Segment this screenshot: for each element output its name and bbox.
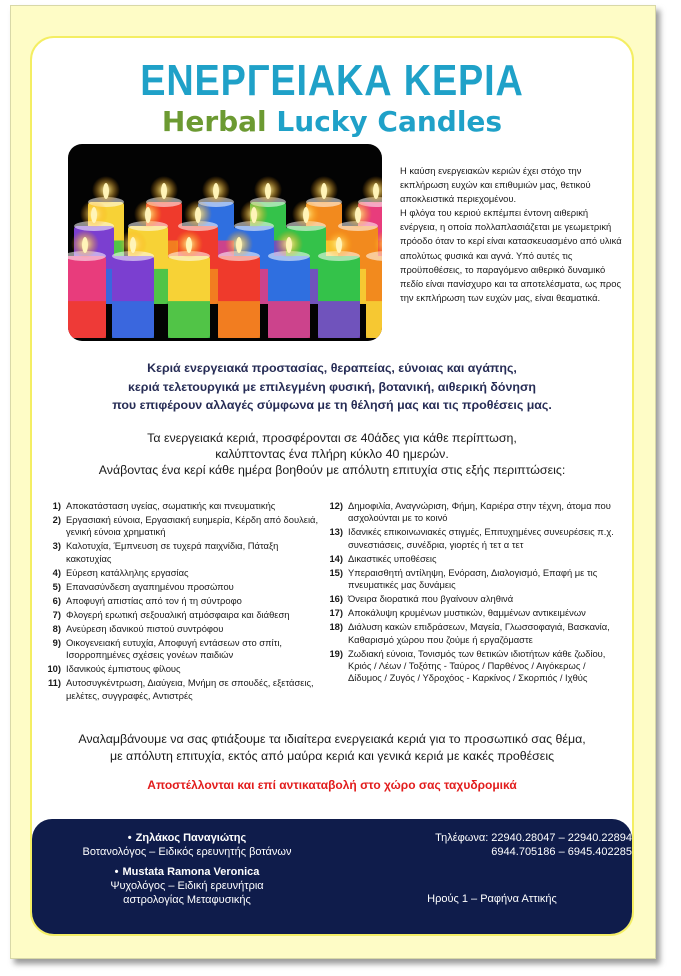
lead-statement bbox=[32, 359, 632, 415]
intro-paragraph-1: Η καύση ενεργειακών κεριών έχει στόχο την εκπλήρωση ευχών και επιθυμιών μας, θετικού αποκλειστικά περιεχομένου. bbox=[400, 165, 591, 205]
list-item-number: 16) bbox=[329, 593, 343, 605]
phone-line: 6944.705186 – 6945.402285 bbox=[491, 846, 632, 858]
person-role: Βοτανολόγος – Ειδικός ερευνητής βοτάνων bbox=[82, 846, 292, 858]
list-item-number: 15) bbox=[329, 566, 343, 578]
list-item bbox=[318, 500, 618, 525]
list-item-number: 3) bbox=[52, 540, 61, 552]
offer-line: Τα ενεργειακά κεριά, προσφέρονται σε 40άδες για κάθε περίπτωση, bbox=[147, 431, 517, 445]
list-item bbox=[36, 595, 326, 607]
offer-text bbox=[32, 430, 632, 478]
cash-on-delivery-note: Αποστέλλονται και επί αντικαταβολή στο χώρο σας ταχυδρομικά bbox=[147, 778, 517, 792]
list-item-text: Αποκατάσταση υγείας, σωματικής και πνευματικής bbox=[66, 500, 276, 511]
address: Ηρούς 1 – Ραφήνα Αττικής bbox=[427, 893, 557, 905]
list-item-text: Καλοτυχία, Έμπνευση σε τυχερά παιχνίδια, Πάταξη κακοτυχίας bbox=[66, 540, 279, 564]
person-name: Ζηλάκος Παναγιώτης bbox=[135, 832, 247, 844]
list-item-text: Διάλυση κακών επιδράσεων, Μαγεία, Γλωσσοφαγιά, Βασκανία, Καθαρισμό χώρου που ζούμε ή εργαζόμαστε bbox=[348, 621, 610, 645]
list-item bbox=[36, 514, 326, 539]
list-item bbox=[318, 553, 618, 565]
cases-list-right bbox=[318, 500, 618, 686]
list-item bbox=[318, 567, 618, 592]
candles-photo bbox=[68, 144, 382, 341]
list-item-text: Υπεραισθητή αντίληψη, Ενόραση, Διαλογισμό, Επαφή με τις πνευματικές μας δυνάμεις bbox=[348, 566, 598, 591]
list-item-text: Ζωδιακή εύνοια, Τονισμός των θετικών ιδιοτήτων κάθε ζωδίου, Κριός / Λέων / Τοξότης - Ταύρος / Παρθένος / Αιγόκερως / Δίδυμος / Ζυγός / Υδροχόος - Καρκίνος / Σκορπιός / Ιχθύς bbox=[348, 647, 606, 684]
lead-line: που επιφέρουν αλλαγές σύμφωνα με τη θέλησή μας και τις προθέσεις μας. bbox=[112, 398, 552, 412]
list-item bbox=[36, 663, 326, 675]
list-item-text: Εύρεση κατάλληλης εργασίας bbox=[66, 566, 189, 578]
list-item bbox=[36, 500, 326, 512]
list-item-text: Δημοφιλία, Αναγνώριση, Φήμη, Καριέρα στην τέχνη, άτομα που ασχολούνται με το κοινό bbox=[348, 500, 611, 524]
list-item-number: 11) bbox=[47, 677, 61, 689]
contacts-people bbox=[62, 831, 312, 913]
cases-list-left bbox=[36, 500, 326, 704]
subtitle-herbal: Herbal bbox=[161, 105, 267, 138]
list-item bbox=[318, 621, 618, 646]
list-item bbox=[318, 526, 618, 551]
list-item bbox=[36, 567, 326, 579]
list-item bbox=[36, 581, 326, 593]
person-role: αστρολογίας Μεταφυσικής bbox=[123, 894, 251, 906]
list-item-number: 7) bbox=[52, 608, 61, 620]
flyer-page bbox=[10, 5, 656, 959]
subtitle-lucky-candles: Lucky Candles bbox=[276, 105, 503, 138]
list-item-number: 17) bbox=[329, 607, 343, 619]
list-item-number: 5) bbox=[52, 580, 61, 592]
list-item-number: 9) bbox=[52, 636, 61, 648]
intro-paragraph-2: Η φλόγα του κεριού εκπέμπει έντονη αιθερική ενέργεια, η οποία πολλαπλασιάζεται με γεωμετρική πρόοδο όταν το κερί είναι κατασκευασμένο από υλικά απολύτως φυσικά και αγνά. Υπό αυτές τις προϋποθέσεις, το παραγόμενο αιθερικό δυναμικό πεδίο είναι πανίσχυρο και τα αποτελέσματα, ως προς την εκπλήρωση των ευχών μας, είναι θεαματικά. bbox=[400, 207, 622, 303]
list-item-text: Αποφυγή απιστίας από τον ή τη σύντροφο bbox=[66, 594, 242, 606]
lead-line: Κεριά ενεργειακά προστασίας, θεραπείας, εύνοιας και αγάπης, bbox=[147, 361, 517, 375]
list-item bbox=[318, 648, 618, 685]
list-item bbox=[36, 609, 326, 621]
contact-person-1 bbox=[62, 831, 312, 859]
contact-person-2 bbox=[62, 865, 312, 907]
flyer-subtitle bbox=[32, 105, 632, 138]
bullet-icon: • bbox=[114, 866, 119, 878]
phone-numbers bbox=[372, 831, 632, 859]
custom-order-text bbox=[32, 731, 632, 765]
list-item-text: Φλογερή ερωτική σεξουαλική ατμόσφαιρα και διάθεση bbox=[66, 608, 290, 620]
list-item-text: Οικογενειακή ευτυχία, Αποφυγή εντάσεων στο σπίτι, Ισορροπημένες σχέσεις γονέων παιδιών bbox=[66, 636, 283, 661]
list-item-text: Αποκάλυψη κρυμένων μυστικών, θαμμένων αντικειμένων bbox=[348, 607, 586, 619]
list-item-text: Εργασιακή εύνοια, Εργασιακή ευημερία, Κέρδη από δουλειά, γενική εύνοια χρηματική bbox=[66, 514, 319, 538]
phone-line: Τηλέφωνα: 22940.28047 – 22940.22894 bbox=[435, 832, 632, 844]
list-item bbox=[318, 593, 618, 605]
list-item bbox=[318, 607, 618, 619]
person-name: Mustata Ramona Veronica bbox=[122, 866, 260, 878]
person-role: Ψυχολόγος – Ειδική ερευνήτρια bbox=[110, 880, 264, 892]
bullet-icon: • bbox=[127, 832, 132, 844]
content-panel bbox=[30, 36, 634, 936]
list-item-number: 10) bbox=[47, 663, 61, 675]
list-item-number: 6) bbox=[52, 594, 61, 606]
list-item-text: Ιδανικές επικοινωνιακές στιγμές, Επιτυχημένες συνευρέσεις π.χ. συνεστιάσεις, συνέδρια, γιορτές ή τετ α τετ bbox=[348, 526, 614, 550]
custom-line: Αναλαμβάνουμε να σας φτιάξουμε τα ιδιαίτερα ενεργειακά κεριά για το προσωπικό σας θέμα, bbox=[78, 732, 586, 746]
list-item-text: Όνειρα διορατικά που βγαίνουν αληθινά bbox=[348, 593, 514, 605]
lead-line: κεριά τελετουργικά με επιλεγμένη φυσική, βοτανική, αιθερική δόνηση bbox=[127, 379, 536, 394]
list-item-number: 2) bbox=[52, 514, 61, 525]
contact-footer bbox=[32, 819, 632, 936]
list-item-number: 14) bbox=[329, 552, 343, 564]
list-item-number: 13) bbox=[329, 526, 343, 538]
list-item bbox=[36, 623, 326, 635]
intro-text bbox=[400, 164, 626, 305]
list-item-number: 18) bbox=[329, 621, 343, 633]
list-item-text: Ανεύρεση ιδανικού πιστού συντρόφου bbox=[66, 622, 224, 634]
list-item-text: Δικαστικές υποθέσεις bbox=[348, 552, 437, 564]
list-item-number: 4) bbox=[52, 566, 61, 578]
list-item bbox=[36, 677, 326, 702]
flyer-title: ΕΝΕΡΓΕΙΑΚΑ ΚΕΡΙΑ bbox=[140, 56, 524, 105]
list-item bbox=[36, 637, 326, 662]
list-item-number: 1) bbox=[52, 500, 61, 511]
list-item-number: 12) bbox=[329, 500, 343, 511]
list-item-number: 19) bbox=[329, 647, 343, 659]
offer-line: Ανάβοντας ένα κερί κάθε ημέρα βοηθούν με απόλυτη επιτυχία στις εξής περιπτώσεις: bbox=[98, 463, 566, 477]
list-item bbox=[36, 540, 326, 565]
offer-line: καλύπτοντας ένα πλήρη κύκλο 40 ημερών. bbox=[215, 447, 449, 461]
custom-line: με απόλυτη επιτυχία, εκτός από μαύρα κεριά και γενικά κεριά με κακές προθέσεις bbox=[109, 749, 555, 763]
list-item-text: Ιδανικούς έμπιστους φίλους bbox=[66, 663, 181, 675]
list-item-text: Επανασύνδεση αγαπημένου προσώπου bbox=[66, 580, 234, 592]
candles-illustration bbox=[68, 144, 382, 341]
list-item-text: Αυτοσυγκέντρωση, Διαύγεια, Μνήμη σε σπουδές, εξετάσεις, μελέτες, συγγραφές, Αντιστρές bbox=[66, 677, 314, 701]
list-item-number: 8) bbox=[52, 622, 61, 634]
